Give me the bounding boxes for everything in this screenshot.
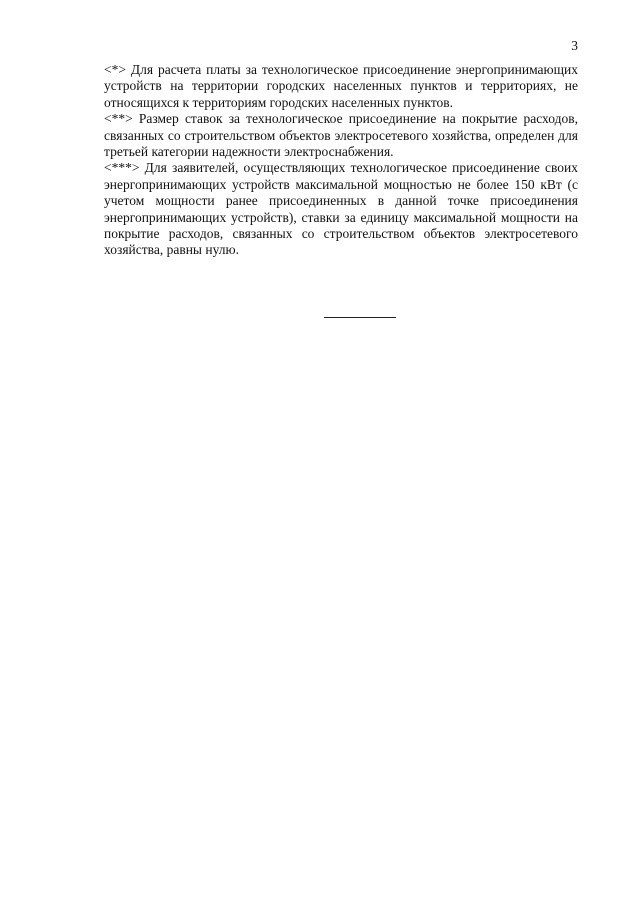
footnote-3-marker: <***>	[104, 160, 140, 176]
end-of-document-line	[324, 317, 396, 318]
footnote-2-marker: <**>	[104, 111, 133, 127]
footnote-2	[104, 111, 578, 160]
footnote-1	[104, 62, 578, 111]
footnote-3	[104, 160, 578, 258]
footnote-3-text: Для заявителей, осуществляющих технологическое присоединение своих энергопринимающих устройств максимальной мощностью не более 150 кВт (с учетом мощности ранее присоединенных в данной точке присоединения энергопринимающих устройств), ставки за единицу максимальной мощности на покрытие расходов, связанных со строительством объектов электросетевого хозяйства, равны нулю.	[104, 160, 578, 258]
footnote-2-text: Размер ставок за технологическое присоединение на покрытие расходов, связанных со строительством объектов электросетевого хозяйства, определен для третьей категории надежности электроснабжения.	[104, 111, 578, 160]
footnote-1-marker: <*>	[104, 62, 126, 77]
footnotes-block	[104, 62, 578, 259]
footnote-1-text: Для расчета платы за технологическое присоединение энергопринимающих устройств на территории городских населенных пунктов и территориях, не относящихся к территориям городских населенных пунктов.	[104, 62, 578, 110]
page-number: 3	[571, 38, 578, 53]
